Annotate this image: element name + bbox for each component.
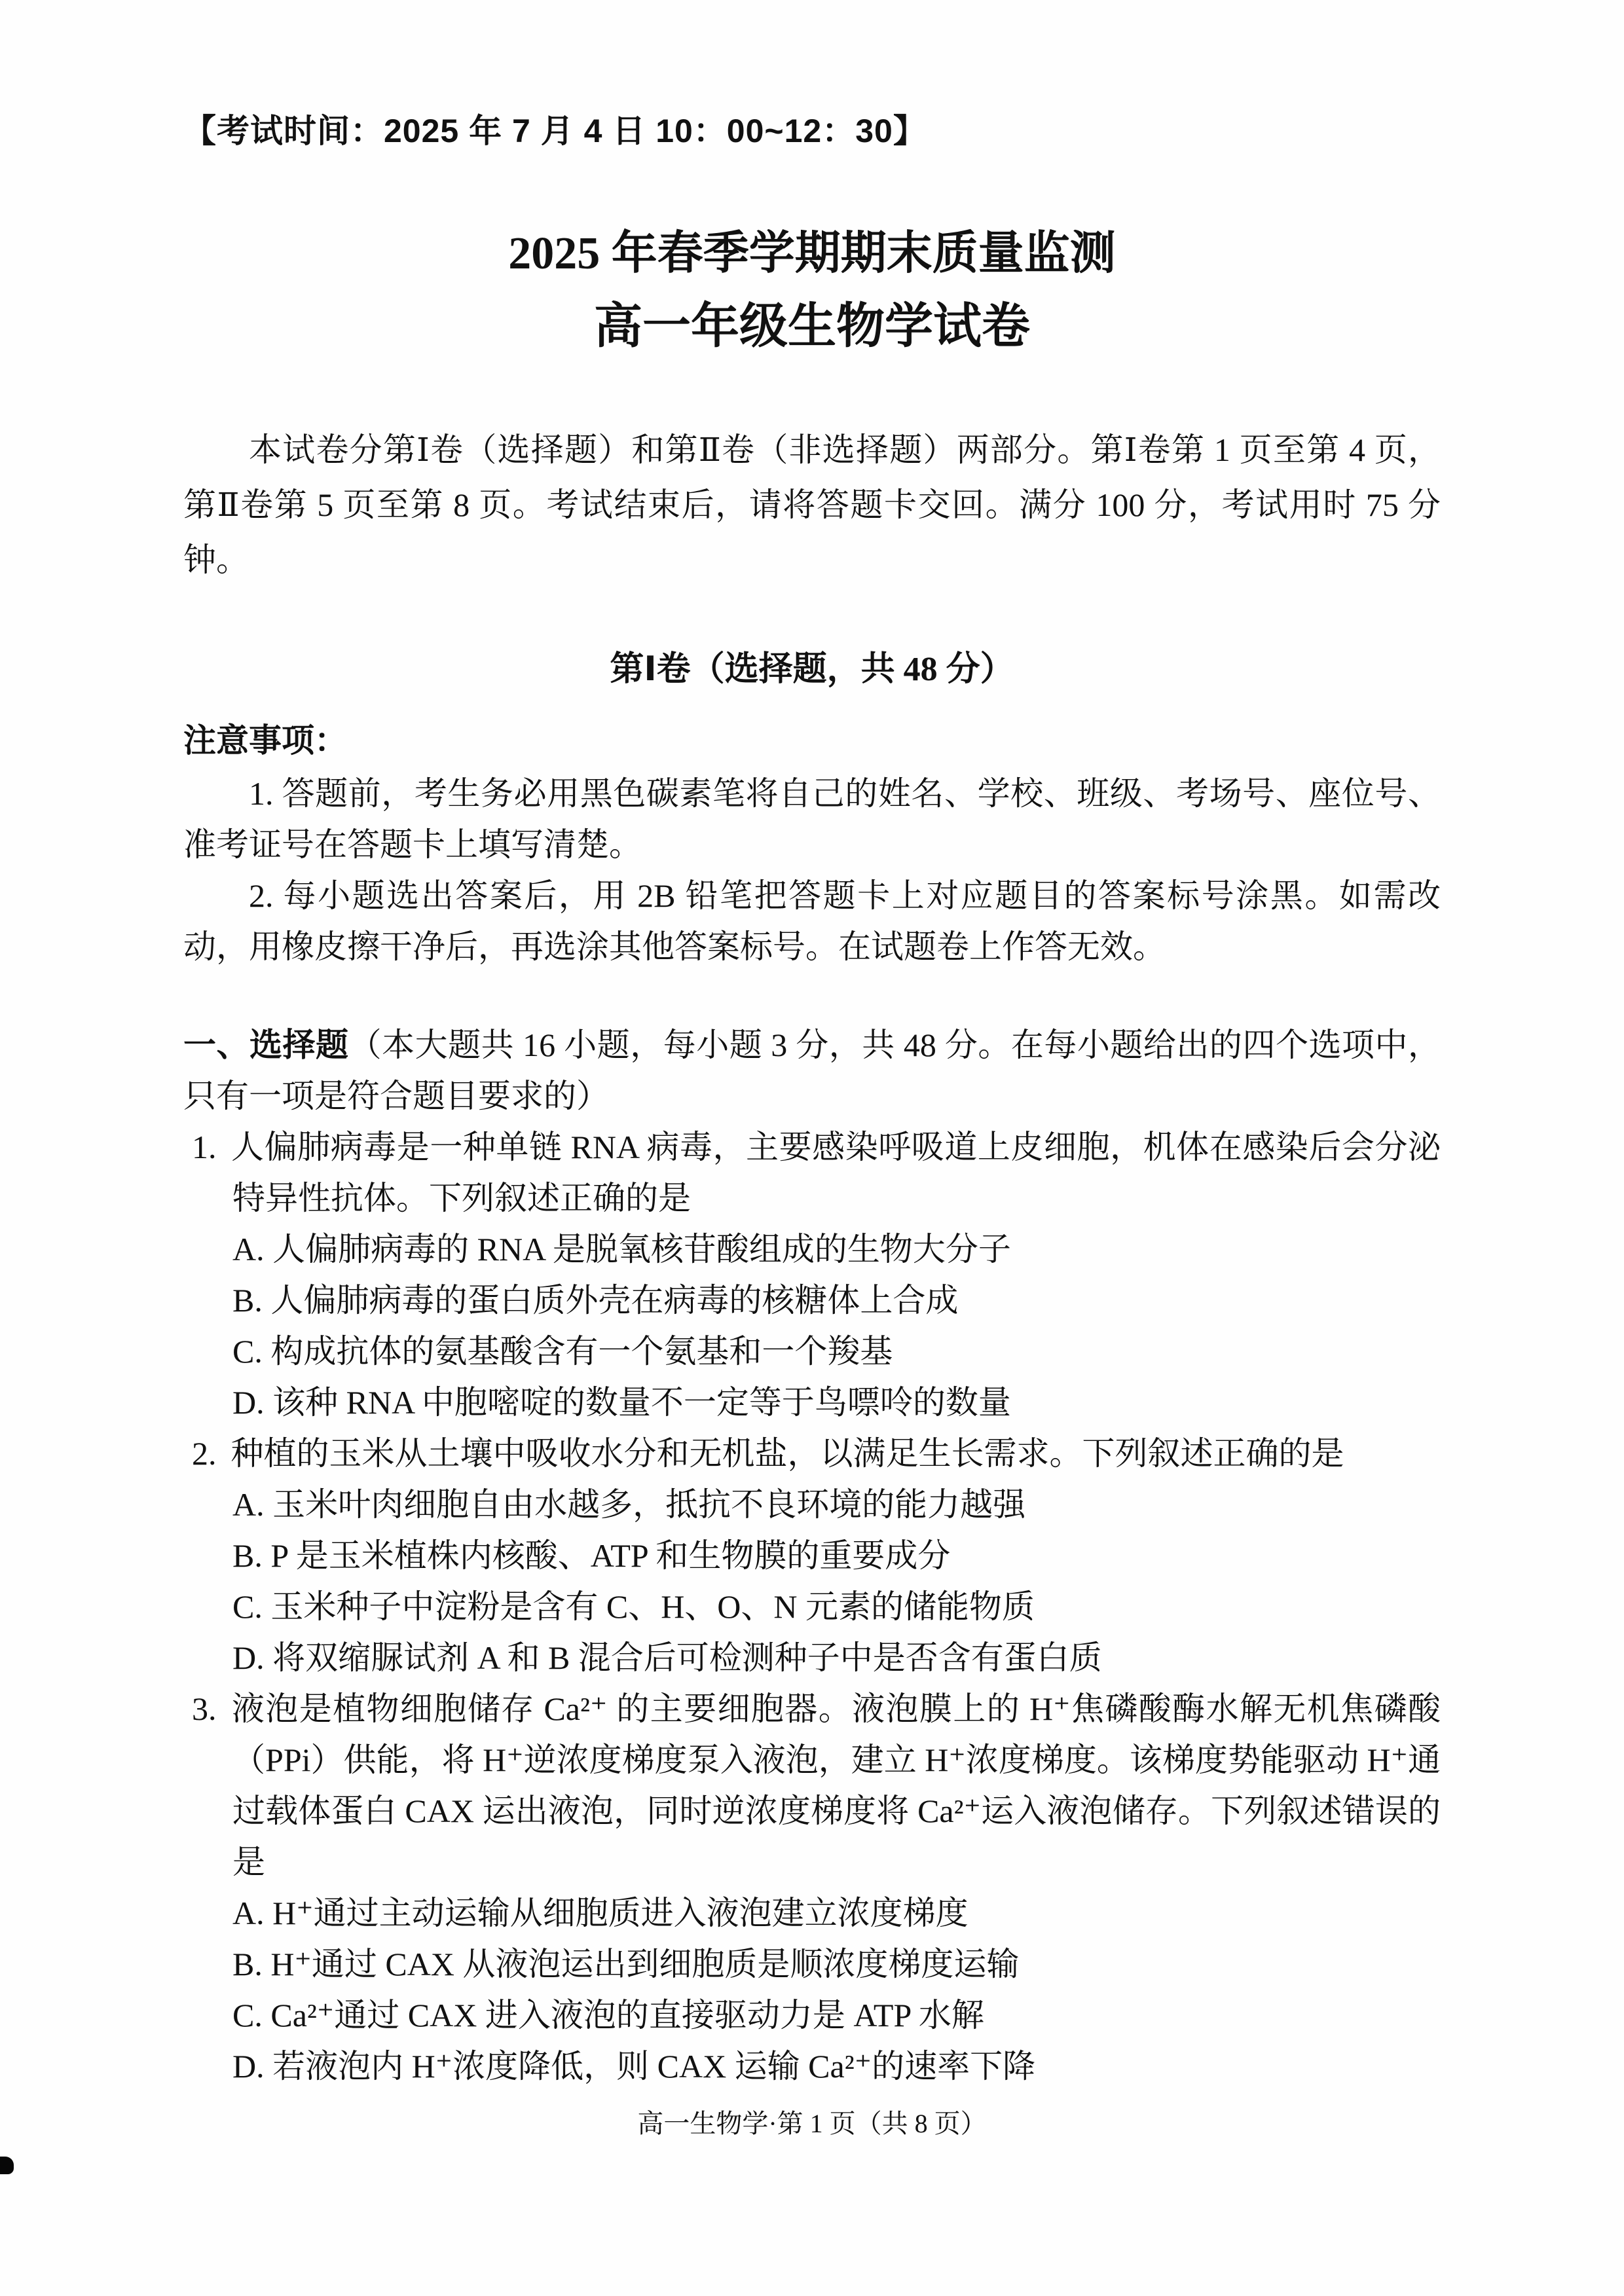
page-footer: 高一生物学·第 1 页（共 8 页） <box>637 2109 987 2138</box>
option-item: D. 该种 RNA 中胞嘧啶的数量不一定等于鸟嘌呤的数量 <box>232 1384 1011 1421</box>
question-stem <box>183 1121 1441 1224</box>
option-item: A. 玉米叶肉细胞自由水越多，抵抗不良环境的能力越强 <box>232 1486 1026 1523</box>
question-number: 3. <box>192 1690 217 1727</box>
option-item: C. 构成抗体的氨基酸含有一个氨基和一个羧基 <box>232 1333 893 1370</box>
scan-artifact-blob <box>0 2157 14 2174</box>
question-stem-text: 种植的玉米从土壤中吸收水分和无机盐，以满足生长需求。下列叙述正确的是 <box>231 1435 1344 1472</box>
notice-list <box>183 768 1441 972</box>
intro-paragraph: 本试卷分第Ⅰ卷（选择题）和第Ⅱ卷（非选择题）两部分。第Ⅰ卷第 1 页至第 4 页，第Ⅱ卷第 5 页至第 8 页。考试结束后，请将答题卡交回。满分 100 分，考试用时 75 分钟。 <box>183 431 1441 578</box>
section-heading <box>183 648 1441 691</box>
exam-subtitle: 高一年级生物学试卷 <box>594 300 1030 354</box>
question-number: 1. <box>192 1129 217 1165</box>
multiple-choice-section <box>183 1019 1441 2092</box>
question-stem <box>183 1428 1441 1479</box>
section-detail: （选择题，共 48 分） <box>690 651 1014 688</box>
question-stem-text: 人偏肺病毒是一种单链 RNA 病毒，主要感染呼吸道上皮细胞，机体在感染后会分泌特异性抗体。下列叙述正确的是 <box>231 1129 1441 1216</box>
notice-heading: 注意事项： <box>183 722 347 759</box>
option-item: B. 人偏肺病毒的蛋白质外壳在病毒的核糖体上合成 <box>232 1282 959 1319</box>
option-item: B. H⁺通过 CAX 从液泡运出到细胞质是顺浓度梯度运输 <box>232 1946 1020 1982</box>
option-item: C. 玉米种子中淀粉是含有 C、H、O、N 元素的储能物质 <box>232 1588 1035 1625</box>
question-stem-text: 液泡是植物细胞储存 Ca²⁺ 的主要细胞器。液泡膜上的 H⁺焦磷酸酶水解无机焦磷酸（PPi）供能，将 H⁺逆浓度梯度泵入液泡，建立 H⁺浓度梯度。该梯度势能驱动 H⁺通过载体蛋白 CAX 运出液泡，同时逆浓度梯度将 Ca²⁺运入液泡储存。下列叙述错误的是 <box>231 1690 1441 1880</box>
notice-item-2: 2. 每小题选出答案后，用 2B 铅笔把答题卡上对应题目的答案标号涂黑。如需改动，用橡皮擦干净后，再选涂其他答案标号。在试题卷上作答无效。 <box>183 877 1441 965</box>
option-item: A. 人偏肺病毒的 RNA 是脱氧核苷酸组成的生物大分子 <box>232 1231 1011 1267</box>
exam-title: 2025 年春季学期期末质量监测 <box>508 228 1116 279</box>
option-item: C. Ca²⁺通过 CAX 进入液泡的直接驱动力是 ATP 水解 <box>232 1997 984 2033</box>
mc-heading-detail: （本大题共 16 小题，每小题 3 分，共 48 分。在每小题给出的四个选项中，只有一项是符合题目要求的） <box>183 1027 1441 1114</box>
mc-heading-label: 一、选择题 <box>183 1027 349 1063</box>
option-item: B. P 是玉米植株内核酸、ATP 和生物膜的重要成分 <box>232 1537 951 1574</box>
option-item: A. H⁺通过主动运输从细胞质进入液泡建立浓度梯度 <box>232 1895 969 1931</box>
section-label: 第Ⅰ卷 <box>610 650 691 688</box>
exam-time-header: 【考试时间：2025 年 7 月 4 日 10：00~12：30】 <box>183 113 927 149</box>
question-block-1 <box>183 1121 1441 1428</box>
question-number: 2. <box>192 1435 217 1472</box>
question-block-3 <box>183 1683 1441 2092</box>
notice-item-1: 1. 答题前，考生务必用黑色碳素笔将自己的姓名、学校、班级、考场号、座位号、准考证号在答题卡上填写清楚。 <box>183 775 1441 863</box>
question-block-2 <box>183 1428 1441 1683</box>
option-item: D. 将双缩脲试剂 A 和 B 混合后可检测种子中是否含有蛋白质 <box>232 1639 1102 1676</box>
mc-heading <box>183 1019 1441 1121</box>
option-item: D. 若液泡内 H⁺浓度降低，则 CAX 运输 Ca²⁺的速率下降 <box>232 2048 1036 2085</box>
question-stem <box>183 1683 1441 1887</box>
